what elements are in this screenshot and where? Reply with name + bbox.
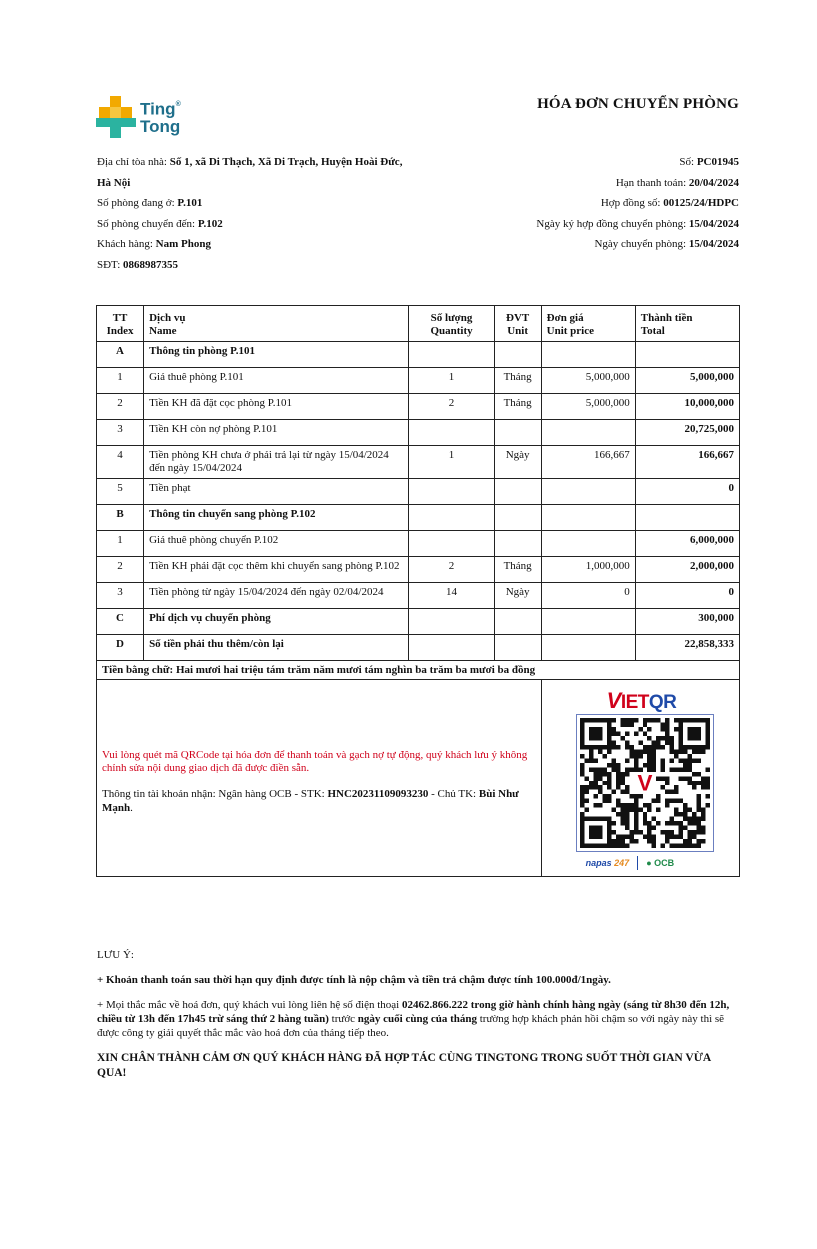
row-total: 20,725,000 [635, 420, 739, 446]
row-name: Tiền KH đã đặt cọc phòng P.101 [144, 394, 409, 420]
row-total: 300,000 [635, 609, 739, 635]
table-row [97, 531, 740, 557]
invoice-number-value: PC01945 [696, 156, 739, 168]
vietqr-logo: VIETQR [606, 688, 677, 713]
row-index: 4 [97, 446, 144, 479]
row-unit [494, 531, 541, 557]
row-unit-price [541, 609, 635, 635]
ocb-logo: ● OCB [646, 858, 675, 868]
invoice-title: HÓA ĐƠN CHUYỂN PHÒNG [537, 96, 739, 112]
move-date-value: 15/04/2024 [688, 238, 739, 251]
row-unit-price: 5,000,000 [541, 394, 635, 420]
amount-in-words: Tiền bằng chữ: Hai mươi hai triệu tám trăm năm mươi tám nghìn ba trăm ba mươi ba đồng [97, 661, 740, 680]
notes-section [97, 948, 742, 1092]
contact-note: + Mọi thắc mắc về hoá đơn, quý khách vui lòng liên hệ số điện thoại 02462.866.222 trong giờ hành chính hàng ngày (sáng từ 8h30 đến 12h, chiều từ 13h đến 17h45 trừ sáng thứ 2 hàng tuần) trước ngày cuối cùng của tháng trường hợp khách phản hồi chậm so với ngày này thì sẽ được công ty giải quyết thắc mắc vào hoá đơn của tháng tiếp theo. [97, 999, 730, 1039]
row-unit: Ngày [494, 583, 541, 609]
row-unit [494, 479, 541, 505]
row-quantity: 1 [409, 368, 494, 394]
logo-line2: Tong [140, 116, 181, 136]
row-unit-price [541, 505, 635, 531]
row-index: 3 [97, 420, 144, 446]
row-quantity [409, 635, 494, 661]
customer-line [97, 234, 457, 255]
due-date-value: 20/04/2024 [688, 176, 739, 189]
section-row [97, 635, 740, 661]
row-index: 1 [97, 368, 144, 394]
row-total: 10,000,000 [635, 394, 739, 420]
qr-notice: Vui lòng quét mã QRCode tại hóa đơn để thanh toán và gạch nợ tự động, quý khách lưu ý không chỉnh sửa nội dung giao dịch đã được điền sẵn. [102, 749, 528, 774]
payment-info [97, 680, 542, 877]
sign-date-label: Ngày ký hợp đồng chuyển phòng: [536, 217, 689, 230]
row-name: Phí dịch vụ chuyển phòng [144, 609, 409, 635]
logo-line1: Ting [140, 99, 176, 119]
customer-label: Khách hàng: [97, 238, 156, 251]
row-quantity [409, 420, 494, 446]
col-index-header: TT Index [97, 306, 144, 342]
col-unit-header: ĐVT Unit [494, 306, 541, 342]
payment-row [97, 680, 740, 877]
row-unit [494, 609, 541, 635]
row-unit [494, 635, 541, 661]
row-total: 2,000,000 [635, 557, 739, 583]
row-quantity [409, 531, 494, 557]
contract-line [536, 193, 739, 214]
table-row [97, 368, 740, 394]
row-index: B [97, 505, 144, 531]
contract-label: Hợp đồng số: [600, 197, 664, 210]
row-total: 0 [635, 479, 739, 505]
address-line-2 [97, 173, 457, 194]
svg-text:V: V [637, 770, 653, 796]
registered-mark: ® [175, 101, 181, 108]
late-payment-note: + Khoản thanh toán sau thời hạn quy định được tính là nộp chậm và tiền trả chậm được tính 100.000đ/1ngày. [97, 974, 611, 986]
table-row [97, 446, 740, 479]
row-quantity: 14 [409, 583, 494, 609]
current-room-label: Số phòng đang ở: [97, 197, 178, 210]
section-row [97, 609, 740, 635]
row-unit-price: 0 [541, 583, 635, 609]
row-name: Tiền phòng từ ngày 15/04/2024 đến ngày 02/04/2024 [144, 583, 409, 609]
due-date-label: Hạn thanh toán: [615, 176, 689, 189]
row-quantity: 2 [409, 557, 494, 583]
table-row [97, 420, 740, 446]
new-room-label: Số phòng chuyển đến: [97, 217, 198, 230]
col-price-header: Đơn giá Unit price [541, 306, 635, 342]
napas-logo: napas 247 [585, 858, 630, 868]
phone-label: SĐT: [97, 258, 124, 271]
row-quantity [409, 479, 494, 505]
table-row [97, 557, 740, 583]
row-index: 1 [97, 531, 144, 557]
sign-date-value: 15/04/2024 [688, 217, 739, 230]
row-total: 0 [635, 583, 739, 609]
row-unit: Ngày [494, 446, 541, 479]
row-total: 6,000,000 [635, 531, 739, 557]
row-name: Giá thuê phòng P.101 [144, 368, 409, 394]
tingtong-logo [96, 96, 206, 138]
row-name: Tiền phòng KH chưa ở phải trả lại từ ngày 15/04/2024 đến ngày 15/04/2024 [144, 446, 409, 479]
col-total-header: Thành tiền Total [635, 306, 739, 342]
row-unit-price [541, 531, 635, 557]
row-index: C [97, 609, 144, 635]
row-name: Số tiền phải thu thêm/còn lại [144, 635, 409, 661]
row-index: D [97, 635, 144, 661]
phone-value: 0868987355 [123, 258, 179, 271]
customer-value: Nam Phong [155, 238, 211, 251]
row-total [635, 342, 739, 368]
row-name: Giá thuê phòng chuyển P.102 [144, 531, 409, 557]
address-value: Số 1, xã Di Thạch, Xã Di Trạch, Huyện Hoài Đức, [169, 156, 403, 168]
row-total: 5,000,000 [635, 368, 739, 394]
bank-logos [586, 856, 706, 870]
row-unit: Tháng [494, 557, 541, 583]
tingtong-logo-icon [96, 96, 136, 138]
row-unit: Tháng [494, 394, 541, 420]
invoice-table [96, 305, 740, 877]
row-index: 3 [97, 583, 144, 609]
amount-in-words-row [97, 661, 740, 680]
row-unit [494, 505, 541, 531]
row-total: 22,858,333 [635, 635, 739, 661]
row-total [635, 505, 739, 531]
address-label: Địa chỉ tòa nhà: [97, 156, 170, 168]
section-row [97, 505, 740, 531]
row-unit: Tháng [494, 368, 541, 394]
new-room-line [97, 214, 457, 235]
phone-line [97, 255, 457, 276]
invoice-number-line [536, 152, 739, 173]
section-row [97, 342, 740, 368]
row-unit-price [541, 635, 635, 661]
sign-date-line [536, 214, 739, 235]
new-room-value: P.102 [197, 217, 223, 230]
address-line [97, 152, 457, 173]
account-info: Thông tin tài khoản nhận: Ngân hàng OCB - STK: HNC20231109093230 - Chủ TK: Bùi Như Mạnh. [102, 788, 519, 814]
row-unit-price: 5,000,000 [541, 368, 635, 394]
row-name: Thông tin chuyển sang phòng P.102 [144, 505, 409, 531]
col-name-header: Dịch vụ Name [144, 306, 409, 342]
row-unit-price: 166,667 [541, 446, 635, 479]
row-name: Tiền phạt [144, 479, 409, 505]
table-header-row [97, 306, 740, 342]
table-row [97, 394, 740, 420]
row-quantity [409, 342, 494, 368]
logo-divider [637, 856, 638, 870]
invoice-number-label: Số: [679, 156, 697, 168]
row-index: 2 [97, 557, 144, 583]
row-quantity [409, 505, 494, 531]
row-unit [494, 420, 541, 446]
row-unit-price [541, 420, 635, 446]
invoice-meta [536, 152, 739, 255]
row-name: Tiền KH còn nợ phòng P.101 [144, 420, 409, 446]
row-index: 2 [97, 394, 144, 420]
qr-code-icon [580, 718, 710, 848]
current-room-line [97, 193, 457, 214]
row-unit [494, 342, 541, 368]
row-unit-price [541, 342, 635, 368]
table-row [97, 479, 740, 505]
move-date-line [536, 234, 739, 255]
table-row [97, 583, 740, 609]
payment-qr-code[interactable] [576, 714, 714, 852]
move-date-label: Ngày chuyển phòng: [594, 238, 689, 251]
current-room-value: P.101 [177, 197, 203, 210]
row-index: 5 [97, 479, 144, 505]
due-date-line [536, 173, 739, 194]
row-unit-price: 1,000,000 [541, 557, 635, 583]
row-unit-price [541, 479, 635, 505]
address-value-2: Hà Nội [97, 176, 131, 189]
qr-cell [541, 680, 739, 877]
row-total: 166,667 [635, 446, 739, 479]
row-index: A [97, 342, 144, 368]
notes-heading: LƯU Ý: [97, 949, 134, 961]
thank-you-note: XIN CHÂN THÀNH CẢM ƠN QUÝ KHÁCH HÀNG ĐÃ HỢP TÁC CÙNG TINGTONG TRONG SUỐT THỜI GIAN VỪA QUA! [97, 1052, 711, 1079]
customer-info [97, 152, 457, 276]
row-quantity: 2 [409, 394, 494, 420]
row-name: Tiền KH phải đặt cọc thêm khi chuyển sang phòng P.102 [144, 557, 409, 583]
row-quantity: 1 [409, 446, 494, 479]
row-quantity [409, 609, 494, 635]
row-name: Thông tin phòng P.101 [144, 342, 409, 368]
col-quantity-header: Số lượng Quantity [409, 306, 494, 342]
contract-value: 00125/24/HDPC [663, 197, 739, 210]
